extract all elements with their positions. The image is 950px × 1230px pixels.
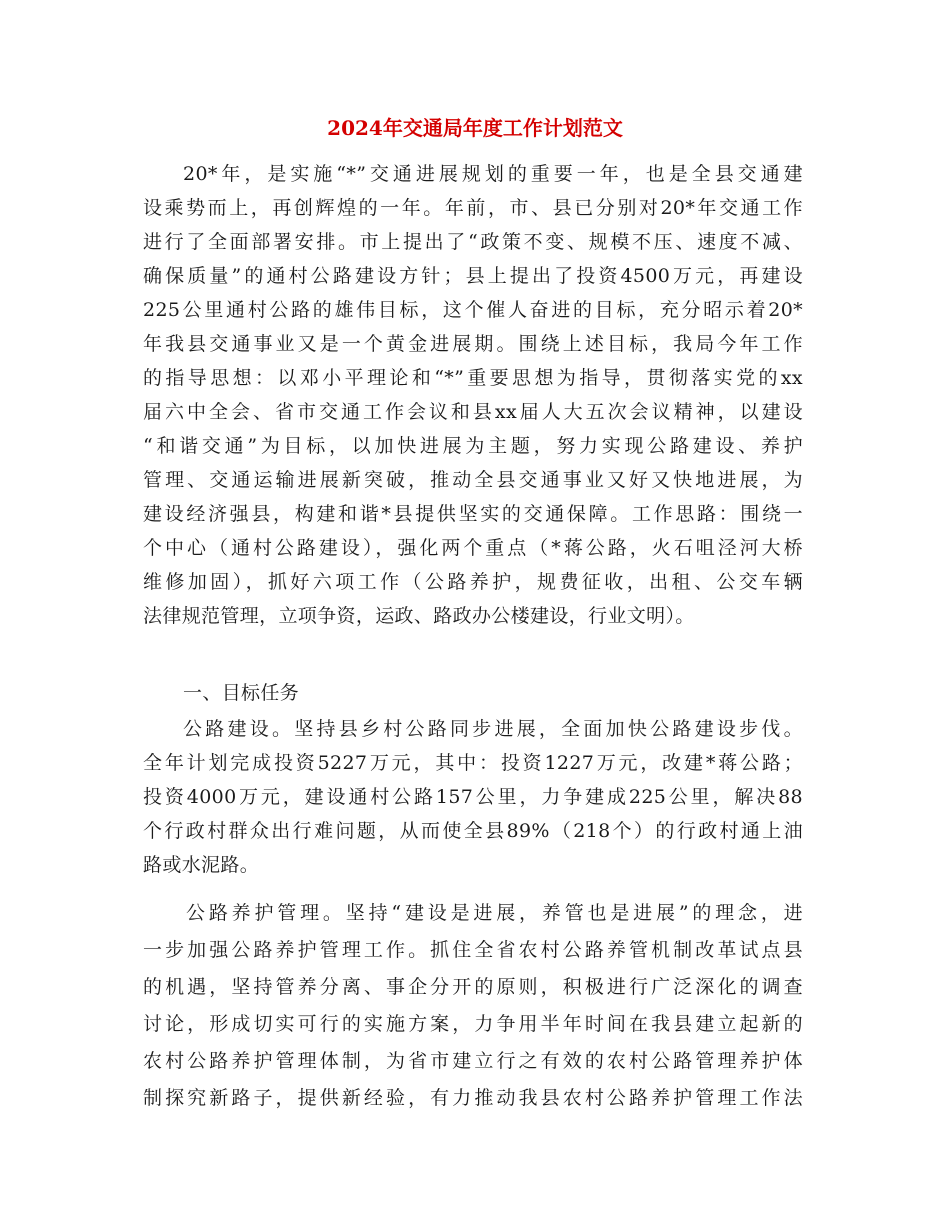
text-line: 制探究新路子，提供新经验，有力推动我县农村公路养护管理工作法	[143, 1087, 803, 1109]
text-line: “和谐交通”为目标，以加快进展为主题，努力实现公路建设、养护	[143, 435, 803, 457]
text-line: 个中心（通村公路建设），强化两个重点（*蒋公路，火石咀泾河大桥	[143, 537, 803, 559]
text-line: 设乘势而上，再创辉煌的一年。年前，市、县已分别对20*年交通工作	[143, 197, 803, 219]
text-line: 的指导思想：以邓小平理论和“*”重要思想为指导，贯彻落实党的xx	[143, 367, 803, 389]
text-line: 225公里通村公路的雄伟目标，这个催人奋进的目标，充分昭示着20*	[143, 299, 803, 321]
section-heading-block	[143, 676, 803, 710]
text-line: 公路养护管理。坚持“建设是进展，养管也是进展”的理念，进	[186, 902, 803, 924]
text-line: 农村公路养护管理体制，为省市建立行之有效的农村公路管理养护体	[143, 1050, 803, 1072]
text-line: 进行了全面部署安排。市上提出了“政策不变、规模不压、速度不减、	[143, 231, 803, 253]
text-line: 确保质量”的通村公路建设方针；县上提出了投资4500万元，再建设	[143, 265, 803, 287]
text-line: 管理、交通运输进展新突破，推动全县交通事业又好又快地进展，为	[143, 469, 803, 491]
text-line: 公路建设。坚持县乡村公路同步进展，全面加快公路建设步伐。	[183, 718, 803, 740]
text-line: 维修加固），抓好六项工作（公路养护，规费征收，出租、公交车辆	[143, 571, 803, 593]
text-line: 法律规范管理，立项争资，运政、路政办公楼建设，行业文明）。	[143, 605, 695, 627]
text-line: 全年计划完成投资5227万元，其中：投资1227万元，改建*蒋公路；	[143, 752, 803, 774]
paragraph-road-maintenance	[143, 895, 803, 1117]
document-title: 2024年交通局年度工作计划范文	[327, 116, 623, 140]
text-line: 届六中全会、省市交通工作会议和县xx届人大五次会议精神，以建设	[143, 401, 803, 423]
paragraph-road-construction	[143, 712, 803, 882]
text-line: 20*年，是实施“*”交通进展规划的重要一年，也是全县交通建	[183, 163, 803, 185]
text-line: 一步加强公路养护管理工作。抓住全省农村公路养管机制改革试点县	[143, 939, 803, 961]
paragraph-intro	[143, 157, 803, 633]
text-line: 个行政村群众出行难问题，从而使全县89%（218个）的行政村通上油	[143, 820, 803, 842]
text-line: 投资4000万元，建设通村公路157公里，力争建成225公里，解决88	[143, 786, 803, 808]
text-line: 的机遇，坚持管养分离、事企分开的原则，积极进行广泛深化的调查	[143, 976, 803, 998]
section-heading: 一、目标任务	[183, 682, 300, 704]
text-line: 年我县交通事业又是一个黄金进展期。围绕上述目标，我局今年工作	[143, 333, 803, 355]
text-line: 建设经济强县，构建和谐*县提供坚实的交通保障。工作思路：围绕一	[143, 503, 803, 525]
text-line: 路或水泥路。	[143, 854, 260, 876]
text-line: 讨论，形成切实可行的实施方案，力争用半年时间在我县建立起新的	[143, 1013, 803, 1035]
